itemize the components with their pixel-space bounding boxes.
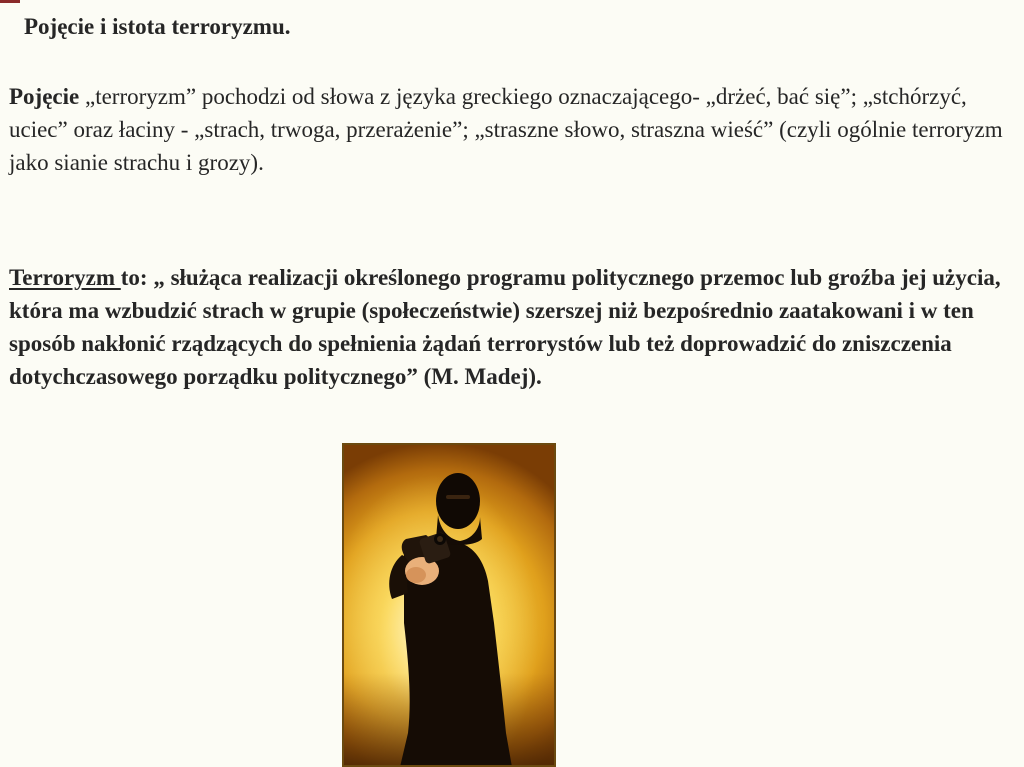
- origin-text: „terroryzm” pochodzi od słowa z języka greckiego oznaczającego- „drżeć, bać się”; „stchórzyć, uciec” oraz łaciny - „strach, trwoga, przerażenie”; „straszne słowo, straszna wieść” (czyli ogólnie terroryzm jako sianie strachu i grozy).: [9, 84, 1003, 175]
- definition-text: to: „ służąca realizacji określonego programu politycznego przemoc lub groźba jej użycia, która ma wzbudzić strach w grupie (społeczeństwie) szerszej niż bezpośrednio zaatakowani i w ten sposób nakłonić rządzących do spełnienia żądań terrorystów lub też doprowadzić do zniszczenia dotychczasowego porządku politycznego” (M. Madej).: [9, 265, 1001, 389]
- corner-mark: [0, 0, 20, 3]
- definition-paragraph: [9, 261, 1014, 393]
- slide-title: Pojęcie i istota terroryzmu.: [24, 14, 291, 39]
- term-terroryzm: Terroryzm: [9, 265, 121, 290]
- definition-origin-paragraph: [9, 80, 1014, 179]
- gunman-illustration: [342, 443, 556, 767]
- term-pojecie: Pojęcie: [9, 84, 80, 109]
- masked-gunman-photo: [342, 443, 556, 767]
